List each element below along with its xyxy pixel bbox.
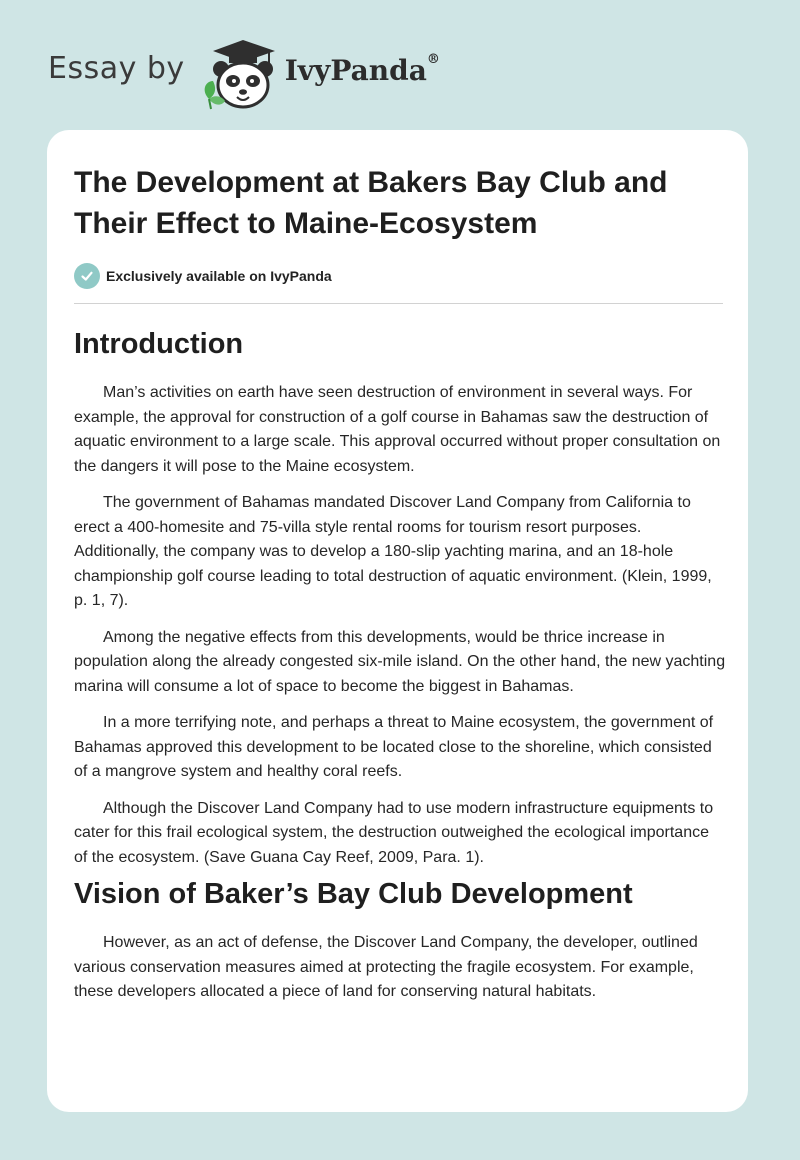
- paragraph: Although the Discover Land Company had to use modern infrastructure equipments to cater for this frail ecological system, the destruction outweighed the ecological importance of the ecosystem. (Save Guana Cay Reef, 2009, Para. 1).: [74, 799, 714, 866]
- section-heading-introduction: Introduction: [74, 328, 244, 360]
- check-circle-icon: [74, 263, 100, 289]
- registered-mark: ®: [426, 52, 440, 68]
- paragraph: The government of Bahamas mandated Discover Land Company from California to erect a 400-homesite and 75-villa style rental rooms for tourism resort purposes. Additionally, the company was to develop a 180-slip yachting marina, and an 18-hole championship golf course leading to total destruction of aquatic environment. (Klein, 1999, p. 1, 7).: [74, 494, 712, 609]
- brand-name-text: IvyPanda: [284, 53, 427, 87]
- badge-label: Exclusively available on IvyPanda: [106, 268, 332, 284]
- brand-name[interactable]: [285, 54, 440, 87]
- exclusive-badge: [74, 263, 332, 289]
- paragraph: However, as an act of defense, the Discover Land Company, the developer, outlined various conservation measures aimed at protecting the fragile ecosystem. For example, these developers allocated a piece of land for conserving natural habitats.: [74, 934, 698, 1000]
- essay-card: [47, 130, 748, 1112]
- section-heading-vision: Vision of Baker’s Bay Club Development: [74, 878, 633, 910]
- panda-graduate-icon: [199, 37, 281, 111]
- site-header: [48, 34, 440, 114]
- essay-by-label: Essay by: [48, 50, 185, 86]
- essay-body: [74, 322, 726, 1005]
- paragraph: Among the negative effects from this developments, would be thrice increase in population along the already congested six-mile island. On the other hand, the new yachting marina will consume a lot of space to become the biggest in Bahamas.: [74, 628, 726, 695]
- title-divider: [74, 303, 723, 304]
- paragraph: In a more terrifying note, and perhaps a threat to Maine ecosystem, the government of Bahamas approved this development to be located close to the shoreline, which consisted of a mangrove system and healthy coral reefs.: [74, 714, 714, 780]
- paragraph: Man’s activities on earth have seen destruction of environment in several ways. For example, the approval for construction of a golf course in Bahamas saw the destruction of aquatic environment to a large scale. This approval occurred without proper consultation on the dangers it will pose to the Maine ecosystem.: [74, 384, 721, 475]
- essay-title: The Development at Bakers Bay Club and Their Effect to Maine-Ecosystem: [74, 166, 668, 240]
